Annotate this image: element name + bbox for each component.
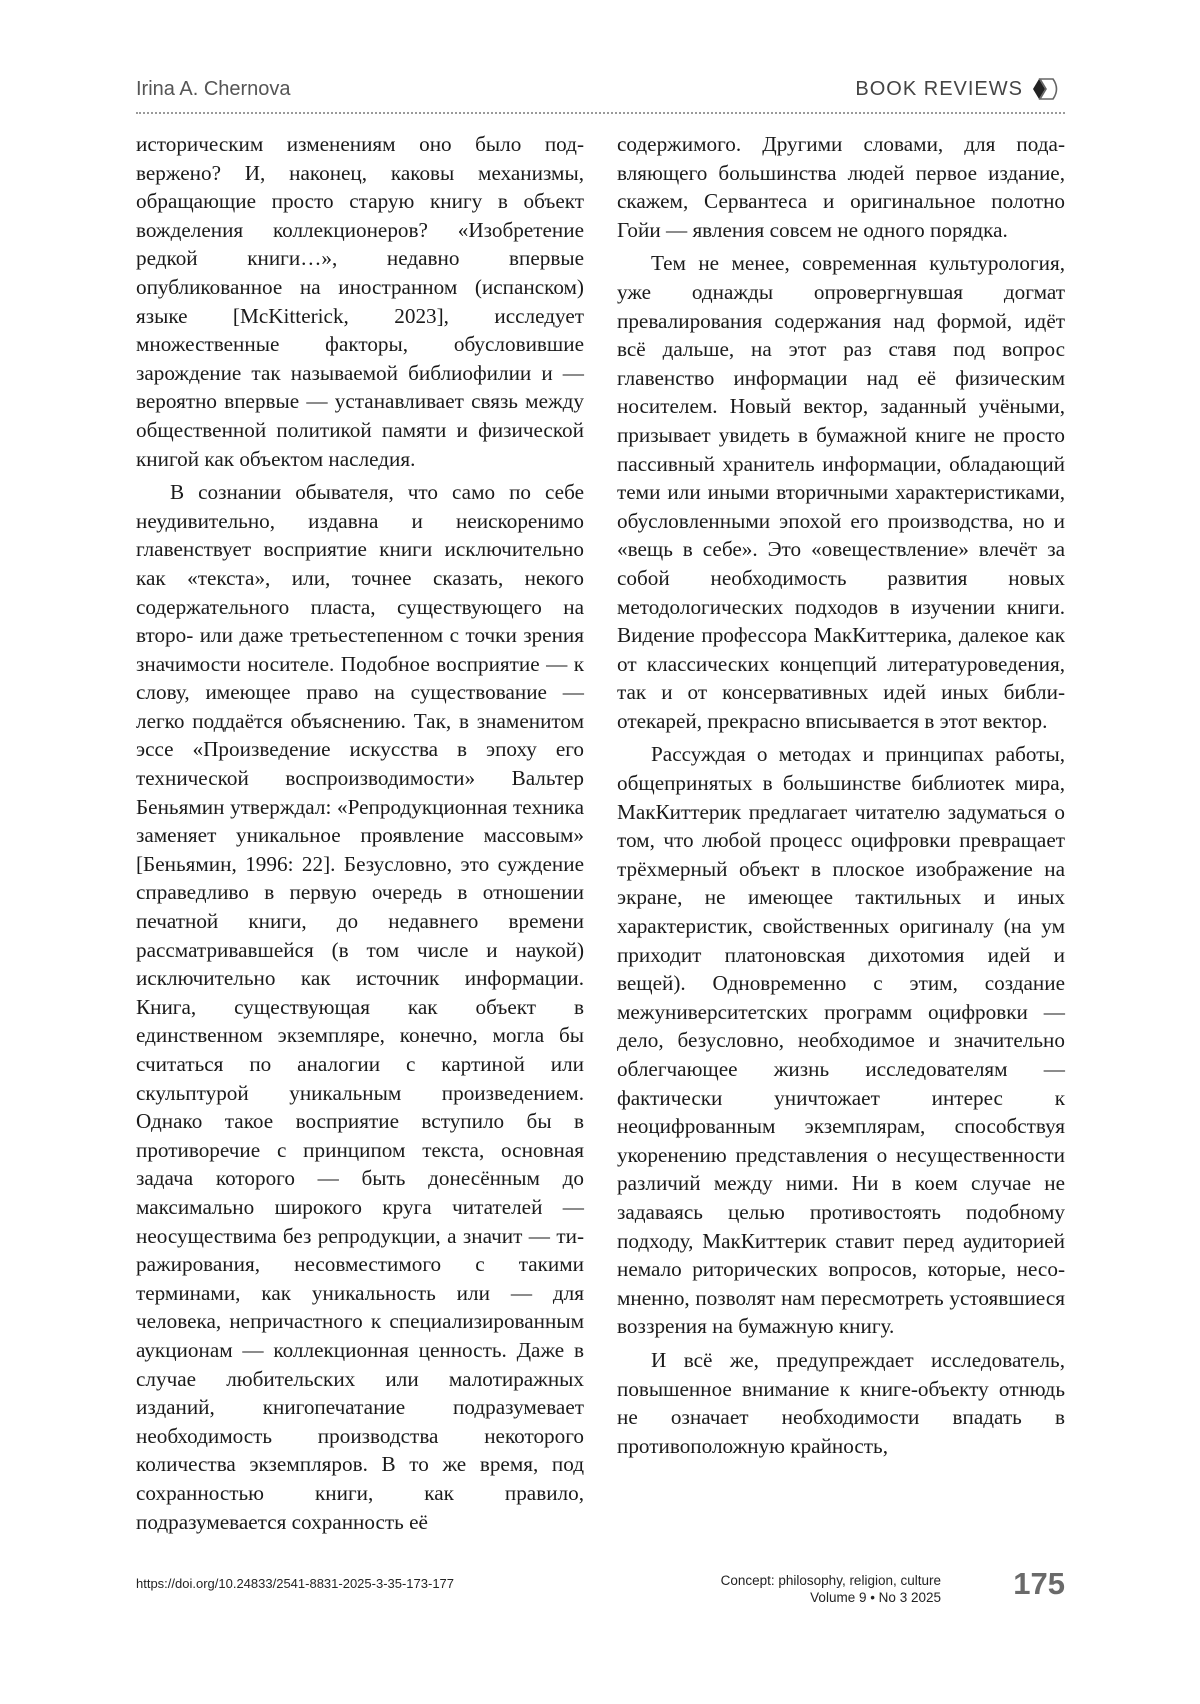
running-header-author: Irina A. Chernova xyxy=(136,78,291,100)
paragraph: Тем не менее, современная культурология, уже однажды опровергнувшая догмат превалирования содержания над формой, идёт всё дальше, на этот раз ставя под вопрос главенство информации над её физическим носителем. Новый вектор, заданный учёными, призывает увидеть в бумажной книге не просто пассивный хранитель информации, обладающий теми или иными вторичными характеристиками, обусловленными эпохой его производства, но и «вещь в себе». Это «овеществление» влечёт за собой необходимость развития новых методологических подходов в изучении книги. Видение профессора МакКиттерика, далекое как от классических концепций литературоведения, так и от консервативных идей иных библиотекарей, прекрасно вписывается в этот вектор. xyxy=(617,251,1065,733)
journal-issue: Volume 9 • No 3 2025 xyxy=(810,1590,941,1605)
running-header-section: BOOK REVIEWS xyxy=(855,78,1023,100)
paragraph: И всё же, предупреждает исследователь, повышенное внимание к книге-объекту отнюдь не означает необходимости впадать в противоположную крайность, xyxy=(617,1347,1065,1458)
paragraph: историческим изменениям оно было подвержено? И, наконец, каковы механизмы, обращающие просто старую книгу в объект вожделения коллекционеров? «Изобретение редкой книги…», недавно впервые опубликованное на иностранном (испанском) языке [McKitterick, 2023], исследует множественные факторы, обусловившие зарождение так называемой библиофилии и — вероятно впервые — устанавливает связь между общественной политикой памяти и физической книгой как объектом наследия. xyxy=(136,132,584,471)
journal-title: Concept: philosophy, religion, culture xyxy=(720,1573,941,1588)
running-header xyxy=(136,70,1065,114)
paragraph: Рассуждая о методах и принципах работы, общепринятых в большинстве библиотек мира, МакКиттерик предлагает читателю задуматься о том, что любой процесс оцифровки превращает трёхмерный объект в плоское изображение на экране, не имеющее тактильных и иных характеристик, свойственных оригиналу (на ум приходит платоновская дихотомия идей и вещей). Одновременно с этим, создание межуниверситетских программ оцифровки — дело, безусловно, необходимое и значительно облегчающее жизнь исследователям — фактически уничтожает интерес к неоцифрованным экземплярам, способствуя укоренению представления о несущественности различий между ними. Ни в коем случае не задаваясь целью противостоять подобному подходу, МакКиттерик ставит перед аудиторией немало риторических вопросов, которые, несомненно, позволят нам пересмотреть устоявшиеся воззрения на бумажную книгу. xyxy=(617,742,1065,1339)
left-column xyxy=(136,130,584,1541)
page-footer xyxy=(136,1566,1065,1616)
book-diamond-icon xyxy=(1029,76,1061,102)
journal-info xyxy=(721,1572,941,1606)
right-column xyxy=(617,130,1065,1465)
doi-link[interactable]: https://doi.org/10.24833/2541-8831-2025-3-35-173-177 xyxy=(136,1576,455,1591)
page-number: 175 xyxy=(1013,1566,1065,1601)
paragraph: В сознании обывателя, что само по себе неудивительно, издавна и неискоренимо главенствует восприятие книги исключительно как «текста», или, точнее сказать, некого содержательного пласта, существующего на второ- или даже третьестепенном с точки зрения значимости носителе. Подобное восприятие — к слову, имеющее право на существование — легко поддаётся объяснению. Так, в знаменитом эссе «Произведение искусства в эпоху его технической воспроизводимости» Вальтер Беньямин утверждал: «Репродукционная техника заменяет уникальное проявление массовым» [Беньямин, 1996: 22]. Безусловно, это суждение справедливо в первую очередь в отношении печатной книги, до недавнего времени рассматривавшейся (в том числе и наукой) исключительно как источник информации. Книга, существующая как объект в единственном экземпляре, конечно, могла бы считаться по аналогии с картиной или скульптурой уникальным произведением. Однако такое восприятие вступило бы в противоречие с принципом текста, основная задача которого — быть донесённым до максимально широкого круга читателей — неосуществима без репродукции, а значит — тиражирования, несовместимого с такими терминами, как уникальность или — для человека, непричастного к специализированным аукционам — коллекционная ценность. Даже в случае любительских или малотиражных изданий, книгопечатание подразумевает необходимость производства некоторого количества экземпляров. В то же время, под сохранностью книги, как правило, подразумевается сохранность её xyxy=(136,480,584,1534)
paragraph: содержимого. Другими словами, для подавляющего большинства людей первое издание, скажем, Сервантеса и оригинальное полотно Гойи — явления совсем не одного порядка. xyxy=(617,132,1065,242)
